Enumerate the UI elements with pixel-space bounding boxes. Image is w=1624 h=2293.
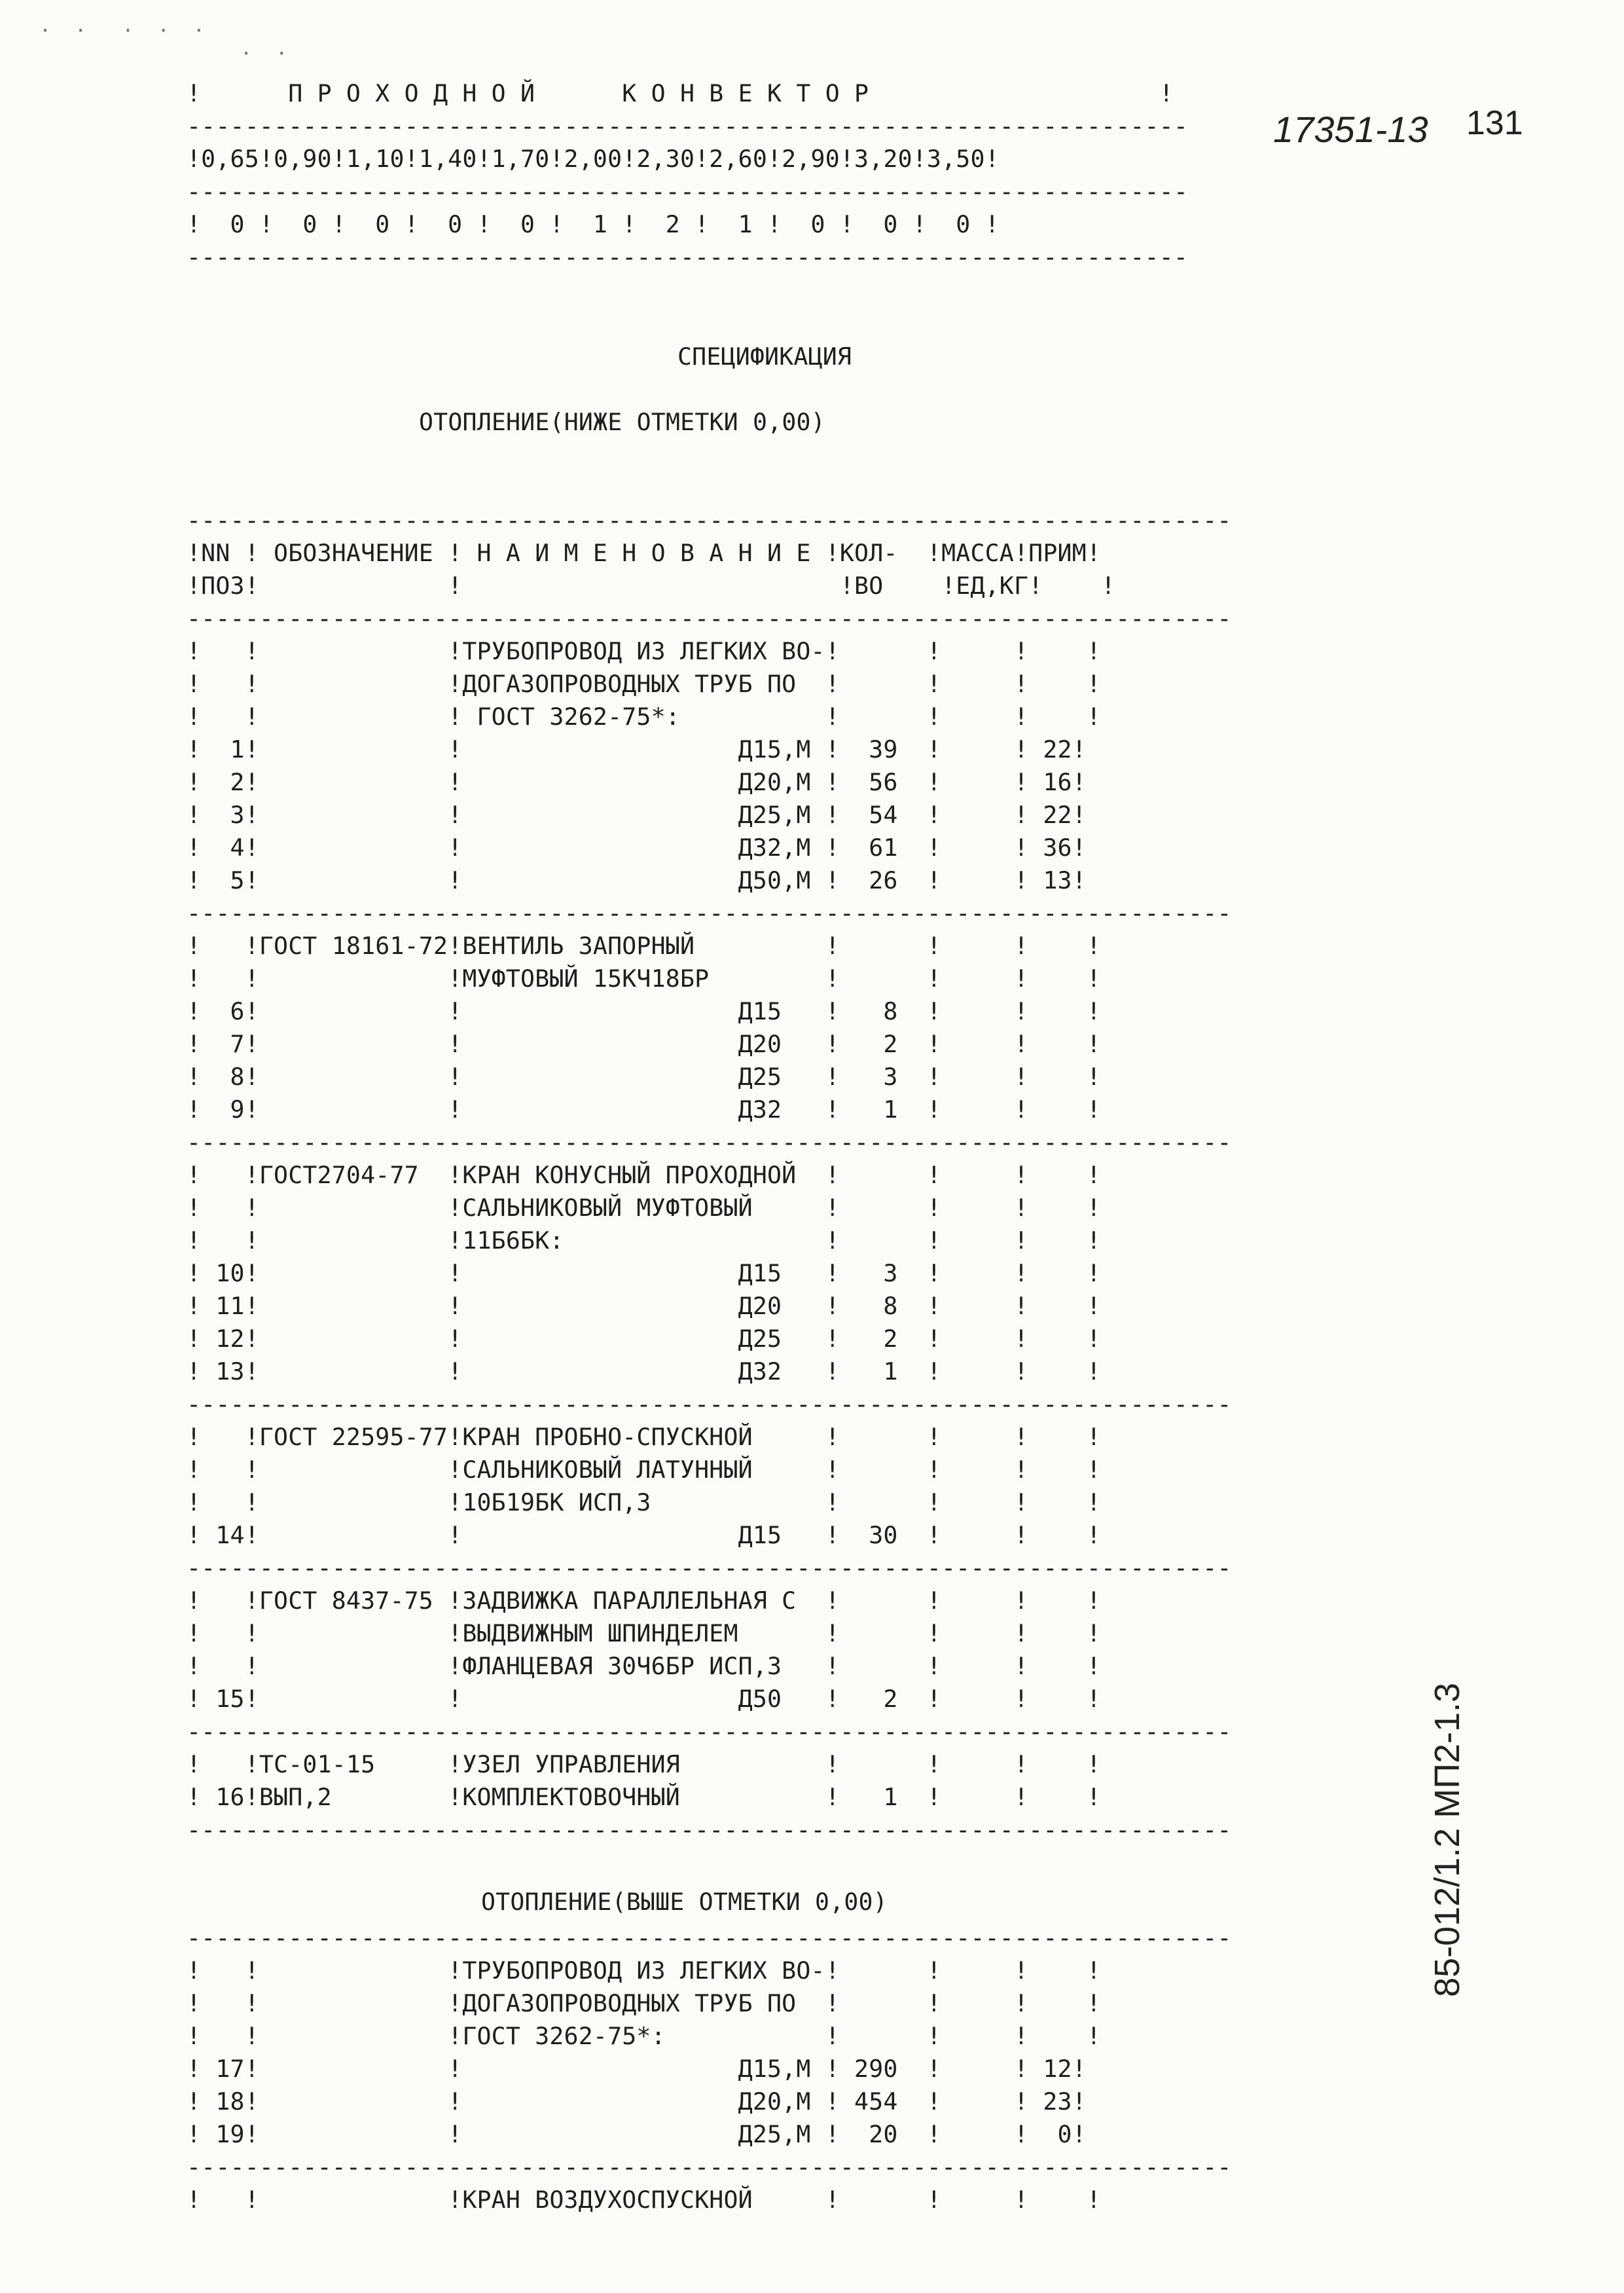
spec-row: ! 18! ! Д20,М ! 454 ! ! 23! (187, 2087, 1087, 2116)
document-number: 17351-13 (1273, 109, 1428, 150)
spec-table-above (187, 1922, 1232, 2216)
album-code: 85-012/1.2 МП2-1.3 (1428, 1682, 1467, 1997)
spec-row: ! ! !КРАН ВОЗДУХОСПУСКНОЙ ! ! ! ! (187, 2186, 1102, 2214)
spec-row: ! ! !11Б6БК: ! ! ! ! (187, 1226, 1102, 1255)
page-number: 131 (1466, 104, 1523, 142)
spec-row: ! 1! ! Д15,М ! 39 ! ! 22! (187, 735, 1087, 763)
convector-table (187, 77, 1188, 274)
section-above-title: ОТОПЛЕНИЕ(ВЫШЕ ОТМЕТКИ 0,00) (481, 1888, 888, 1916)
scan-speckles: · · · · · · · (39, 20, 288, 65)
convector-rule: --------------------------------------------------------------------- (187, 243, 1189, 271)
convector-values: ! 0 ! 0 ! 0 ! 0 ! 0 ! 1 ! 2 ! 1 ! 0 ! 0 ! 0 ! (187, 210, 1000, 238)
spec-row: ! 4! ! Д32,М ! 61 ! ! 36! (187, 834, 1087, 862)
spec-row: ! ! !ГОСТ 3262-75*: ! ! ! ! (187, 2022, 1102, 2050)
spec-row: ------------------------------------------------------------------------ (187, 1390, 1232, 1418)
spec-row: ! 9! ! Д32 ! 1 ! ! ! (187, 1095, 1102, 1124)
spec-row: ------------------------------------------------------------------------ (187, 506, 1232, 534)
spec-row: ------------------------------------------------------------------------ (187, 899, 1232, 927)
spec-row: ! 10! ! Д15 ! 3 ! ! ! (187, 1259, 1102, 1287)
spec-row: ! 12! ! Д25 ! 2 ! ! ! (187, 1325, 1102, 1353)
spec-row: ------------------------------------------------------------------------ (187, 1924, 1232, 1952)
spec-row: ------------------------------------------------------------------------ (187, 1554, 1232, 1582)
spec-row: ! 5! ! Д50,М ! 26 ! ! 13! (187, 866, 1087, 894)
spec-row: ! ! !ФЛАНЦЕВАЯ 30Ч6БР ИСП,3 ! ! ! ! (187, 1652, 1102, 1680)
convector-header: !0,65!0,90!1,10!1,40!1,70!2,00!2,30!2,60!2,90!3,20!3,50! (187, 145, 1000, 173)
spec-table-below (187, 504, 1232, 1846)
spec-row: ! 7! ! Д20 ! 2 ! ! ! (187, 1030, 1102, 1058)
spec-row: !NN ! ОБОЗНАЧЕНИЕ ! Н А И М Е Н О В А Н И Е !КОЛ- !МАССА!ПРИМ! (187, 539, 1102, 567)
spec-row: ! !ТС-01-15 !УЗЕЛ УПРАВЛЕНИЯ ! ! ! ! (187, 1750, 1102, 1778)
spec-row: ! 15! ! Д50 ! 2 ! ! ! (187, 1685, 1102, 1713)
spec-row: ! 19! ! Д25,М ! 20 ! ! 0! (187, 2120, 1087, 2148)
spec-row: ! 11! ! Д20 ! 8 ! ! ! (187, 1292, 1102, 1320)
spec-row: ------------------------------------------------------------------------ (187, 1128, 1232, 1156)
spec-row: ! 6! ! Д15 ! 8 ! ! ! (187, 997, 1102, 1025)
spec-row: ! !ГОСТ 22595-77!КРАН ПРОБНО-СПУСКНОЙ ! ! ! ! (187, 1423, 1102, 1451)
spec-row: ! ! !ВЫДВИЖНЫМ ШПИНДЕЛЕМ ! ! ! ! (187, 1619, 1102, 1647)
spec-row: ! !ГОСТ 8437-75 !ЗАДВИЖКА ПАРАЛЛЕЛЬНАЯ С ! ! ! ! (187, 1587, 1102, 1615)
section-below-title: ОТОПЛЕНИЕ(НИЖЕ ОТМЕТКИ 0,00) (419, 408, 825, 436)
spec-row: ! 8! ! Д25 ! 3 ! ! ! (187, 1063, 1102, 1091)
spec-row: ! 16!ВЫП,2 !КОМПЛЕКТОВОЧНЫЙ ! 1 ! ! ! (187, 1783, 1102, 1811)
spec-row: ------------------------------------------------------------------------ (187, 1717, 1232, 1746)
spec-title: СПЕЦИФИКАЦИЯ (677, 342, 852, 371)
spec-row: ! ! !ТРУБОПРОВОД ИЗ ЛЕГКИХ ВО-! ! ! ! (187, 1956, 1102, 1985)
spec-row: !ПОЗ! ! !ВО !ЕД,КГ! ! (187, 572, 1116, 600)
spec-row: ! ! !МУФТОВЫЙ 15КЧ18БР ! ! ! ! (187, 964, 1102, 993)
convector-title: ! П Р О Х О Д Н О Й К О Н В Е К Т О Р ! (187, 79, 1174, 107)
spec-row: ------------------------------------------------------------------------ (187, 2153, 1232, 2181)
spec-row: ! 3! ! Д25,М ! 54 ! ! 22! (187, 801, 1087, 829)
spec-row: ! 14! ! Д15 ! 30 ! ! ! (187, 1521, 1102, 1549)
spec-row: ! 17! ! Д15,М ! 290 ! ! 12! (187, 2055, 1087, 2083)
spec-row: ! 13! ! Д32 ! 1 ! ! ! (187, 1357, 1102, 1385)
spec-row: ! ! !САЛЬНИКОВЫЙ МУФТОВЫЙ ! ! ! ! (187, 1194, 1102, 1222)
spec-row: ------------------------------------------------------------------------ (187, 604, 1232, 633)
convector-rule: --------------------------------------------------------------------- (187, 177, 1189, 206)
spec-row: ! ! ! ГОСТ 3262-75*: ! ! ! ! (187, 703, 1102, 731)
spec-row: ! !ГОСТ2704-77 !КРАН КОНУСНЫЙ ПРОХОДНОЙ ! ! ! ! (187, 1161, 1102, 1189)
spec-row: ! ! !ТРУБОПРОВОД ИЗ ЛЕГКИХ ВО-! ! ! ! (187, 637, 1102, 665)
spec-row: ! ! !10Б19БК ИСП,3 ! ! ! ! (187, 1488, 1102, 1516)
spec-row: ! ! !ДОГАЗОПРОВОДНЫХ ТРУБ ПО ! ! ! ! (187, 1989, 1102, 2017)
spec-row: ! ! !САЛЬНИКОВЫЙ ЛАТУННЫЙ ! ! ! ! (187, 1456, 1102, 1484)
spec-row: ! 2! ! Д20,М ! 56 ! ! 16! (187, 768, 1087, 796)
spec-row: ! !ГОСТ 18161-72!ВЕНТИЛЬ ЗАПОРНЫЙ ! ! ! ! (187, 932, 1102, 960)
spec-row: ------------------------------------------------------------------------ (187, 1816, 1232, 1844)
convector-rule: --------------------------------------------------------------------- (187, 112, 1189, 140)
spec-row: ! ! !ДОГАЗОПРОВОДНЫХ ТРУБ ПО ! ! ! ! (187, 670, 1102, 698)
